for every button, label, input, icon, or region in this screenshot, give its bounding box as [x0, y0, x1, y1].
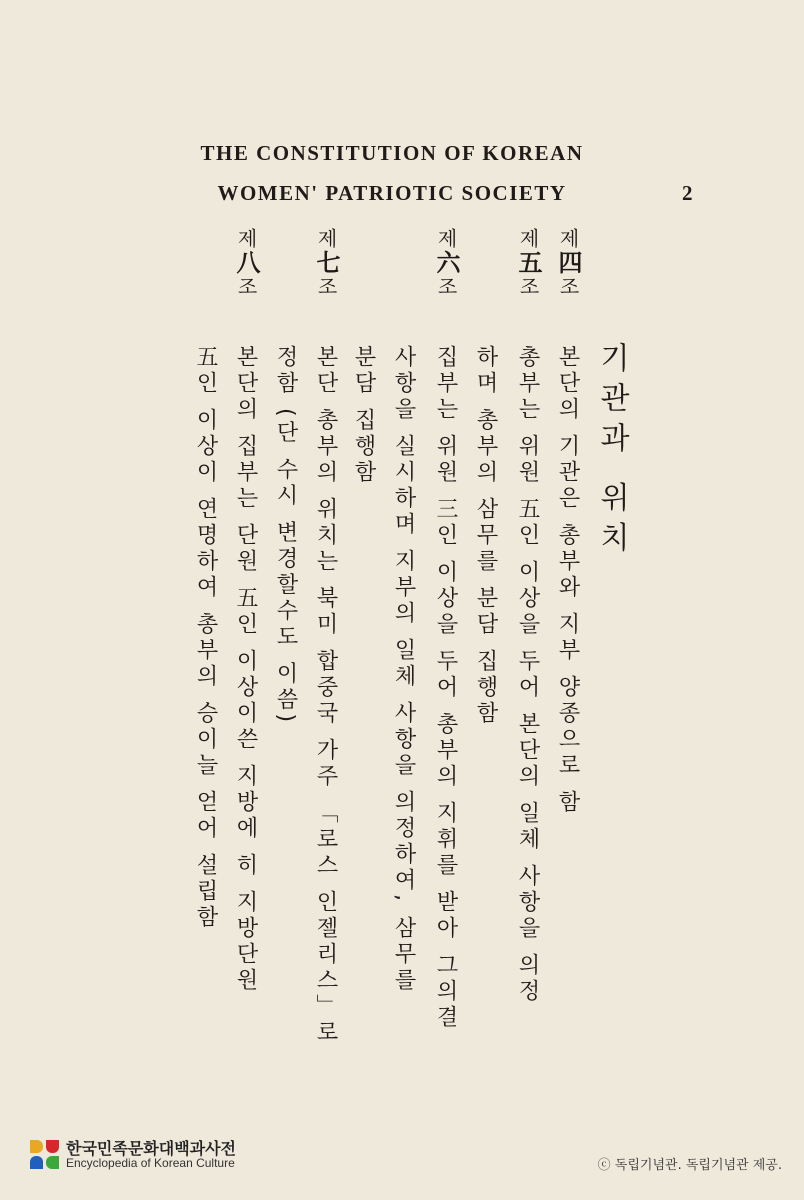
article-7-line-1: 본단 총부의 위치는 북미 합중국 가주 「로스 인젤리스」로 [313, 345, 338, 1046]
article-8-line-1: 본단의 집부는 단원 五인 이상이쓴 지방에 히 지방단원 [233, 345, 258, 994]
encyclopedia-logo[interactable] [30, 1140, 236, 1170]
article-4-line-1: 본단의 기관은 총부와 지부 양종으로 함 [555, 345, 580, 816]
copyright-credit: ⓒ 독립기념관. 독립기념관 제공. [597, 1158, 782, 1173]
article-6-line-3: 분담 집행함 [351, 345, 376, 486]
article-8-heading: 제八조 [232, 228, 261, 298]
encyclopedia-logo-icon [30, 1140, 60, 1170]
article-4-heading: 제四조 [554, 228, 583, 298]
header-line-2: WOMEN' PATRIOTIC SOCIETY [217, 181, 567, 205]
article-7-line-2: 정함 (단 수시 변경할수도 이씀) [273, 345, 298, 727]
header-line-1: THE CONSTITUTION OF KOREAN [200, 141, 584, 165]
article-6-line-1: 집부는 위원 三인 이상을 두어 총부의 지휘를 받아 그의결 [433, 345, 458, 1031]
article-8-line-2: 五인 이상이 연명하여 총부의 승이늘 얻어 설립함 [193, 345, 218, 931]
article-5-line-1: 총부는 위원 五인 이상을 두어 본단의 일체 사항을 의정 [515, 345, 540, 1005]
article-5-heading: 제五조 [514, 228, 543, 298]
logo-english-text: Encyclopedia of Korean Culture [66, 1155, 235, 1170]
page-number: 2 [682, 181, 693, 205]
article-7-heading: 제七조 [312, 228, 341, 298]
article-6-heading: 제六조 [432, 228, 461, 298]
logo-korean-text: 한국민족문화대백과사전 [66, 1138, 237, 1158]
article-6-line-2: 사항을 실시하며 지부의 일체 사항을 의정하여, 삼무를 [391, 345, 416, 994]
article-5-line-2: 하며 총부의 삼무를 분담 집행함 [473, 345, 498, 727]
section-title: 기관과 위치 [594, 342, 629, 562]
